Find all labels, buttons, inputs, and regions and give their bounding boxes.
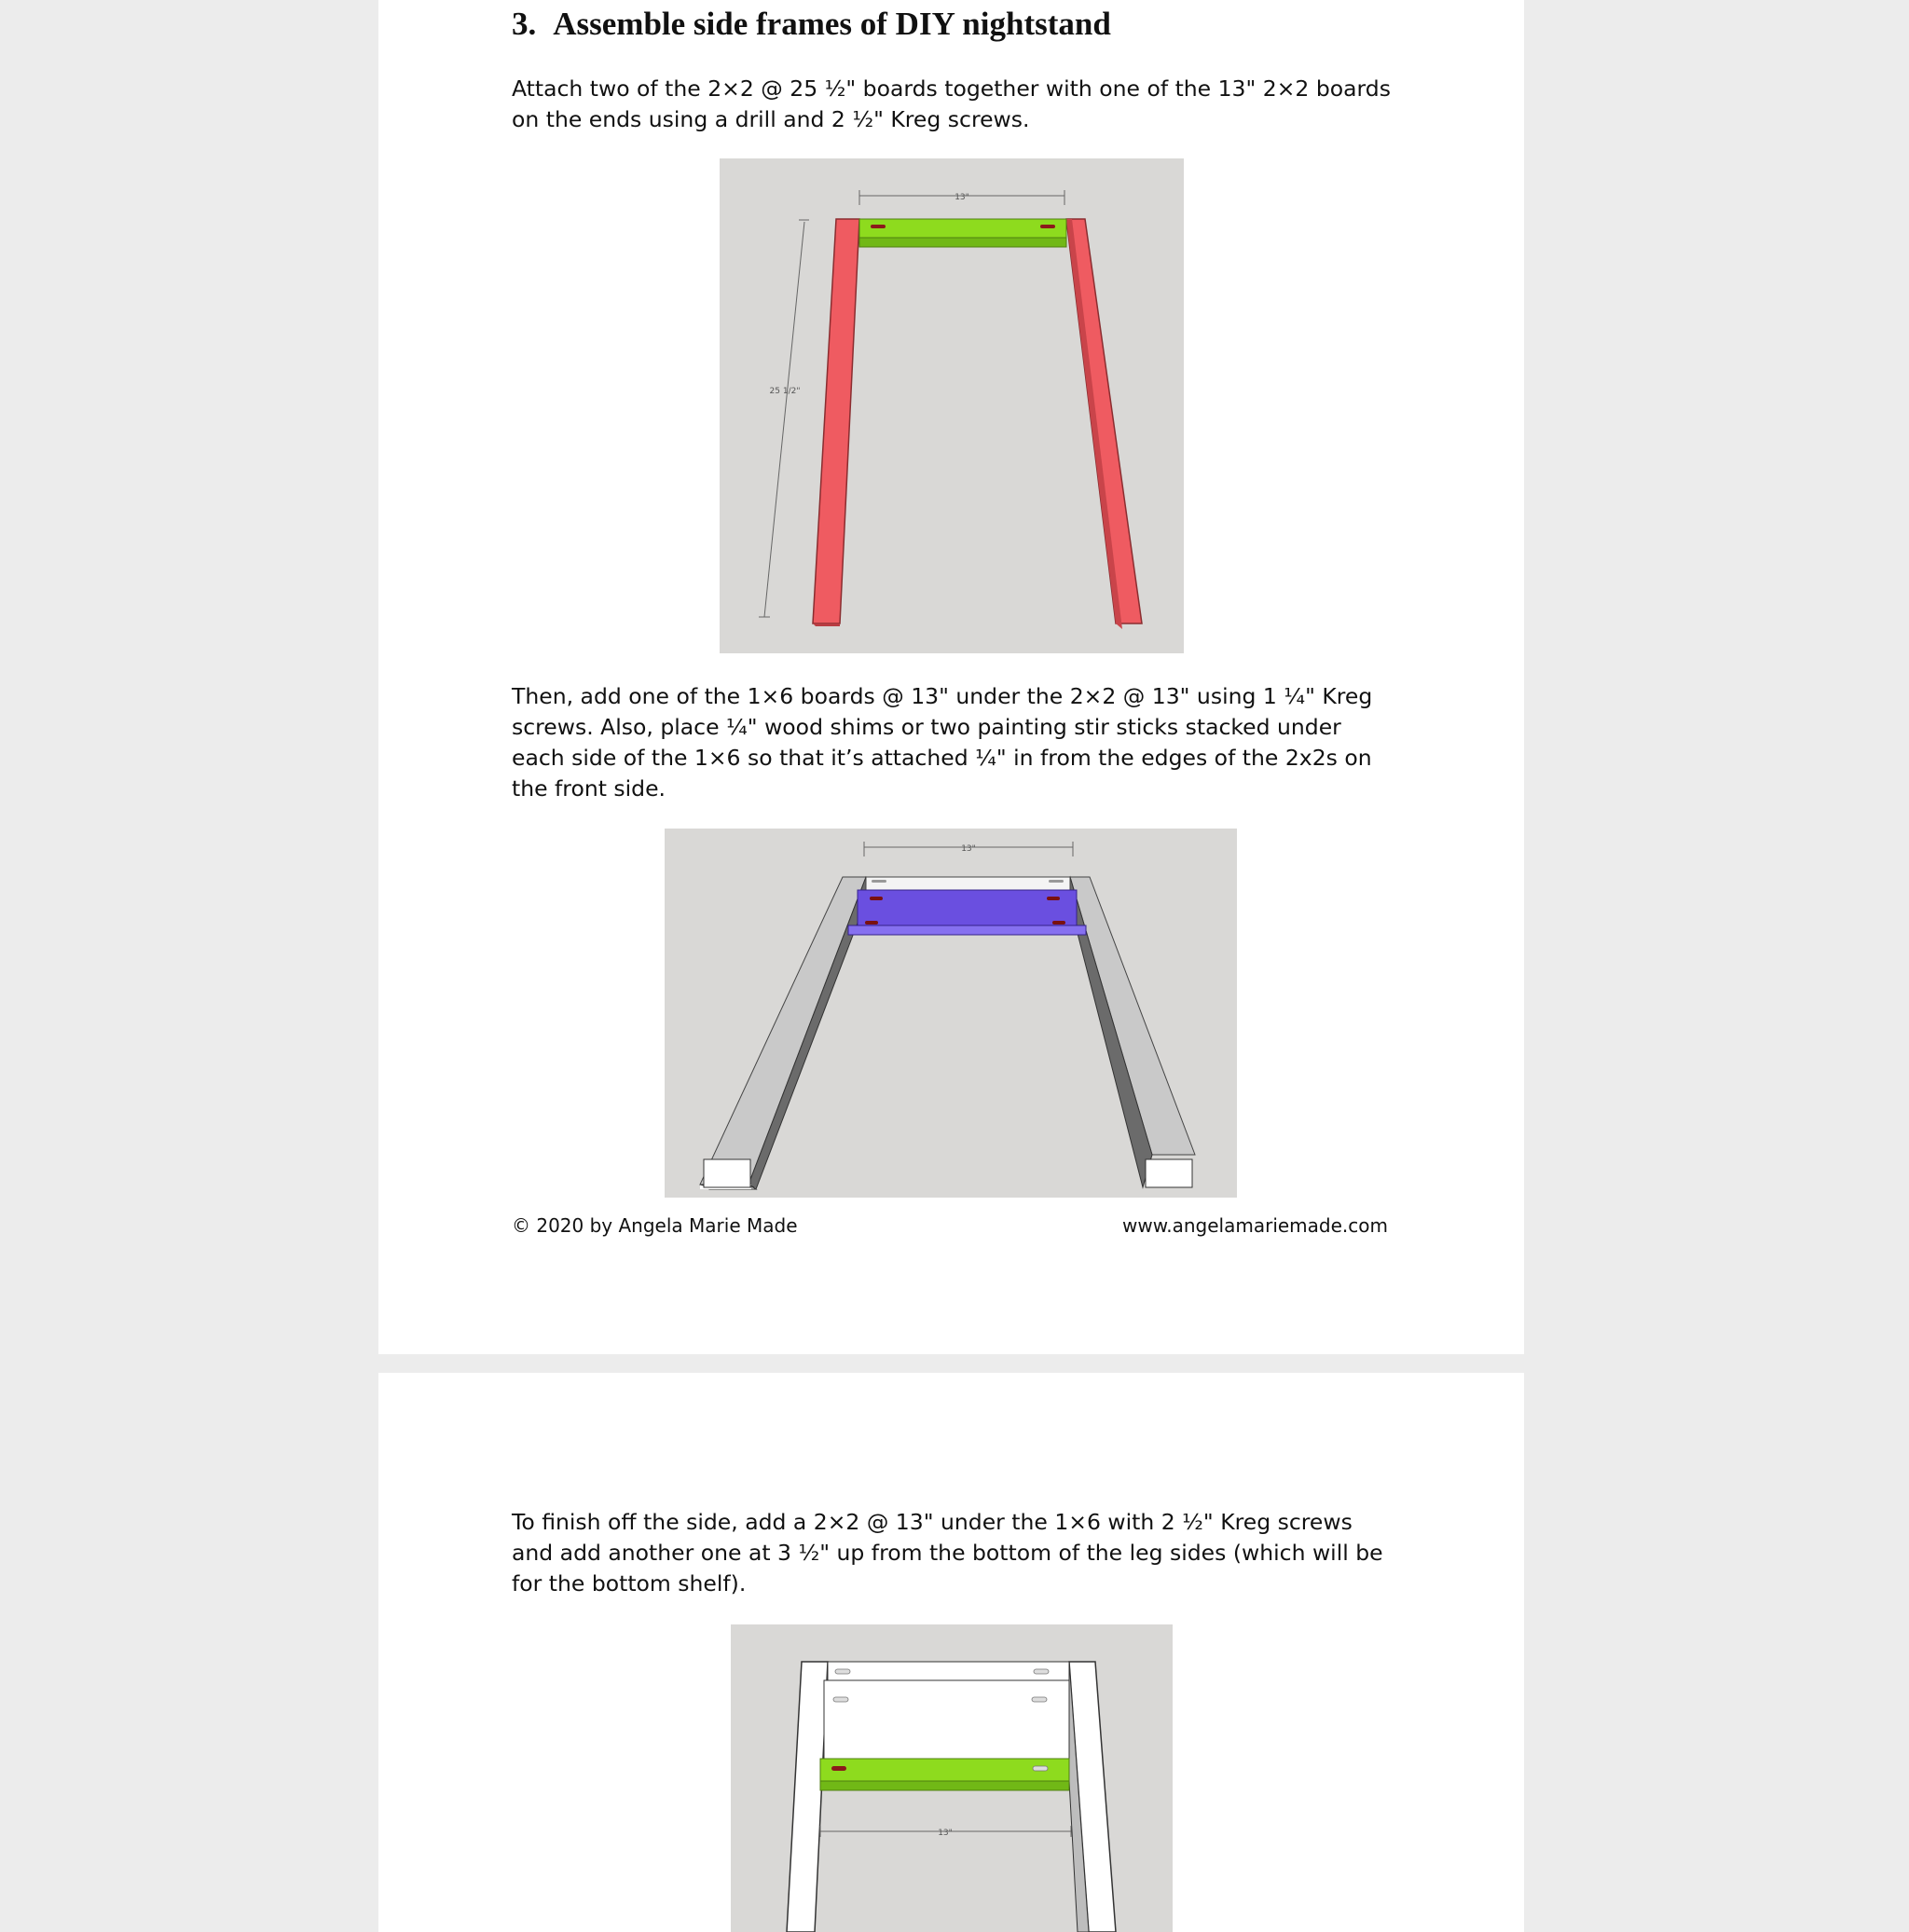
dimension-13-label: 13" [961, 844, 976, 854]
document-page-1 [378, 0, 1524, 1354]
step-title: Assemble side frames of DIY nightstand [553, 6, 1111, 42]
figure-side-legs-with-top-rail [720, 158, 1184, 653]
footer-website: www.angelamariemade.com [1122, 1214, 1388, 1237]
step-number: 3. [512, 6, 537, 42]
figure-3-drawing [731, 1624, 1173, 1932]
figure-side-frame-with-1x6 [665, 829, 1237, 1198]
instruction-paragraph-1: Attach two of the 2×2 @ 25 ½" boards together with one of the 13" 2×2 boards on the ends using a drill and 2 ½" Kreg screws. [512, 75, 1391, 132]
figure-1-drawing [720, 158, 1184, 653]
figure-2-drawing [665, 829, 1237, 1198]
dimension-25-half-label: 25 1/2" [769, 387, 801, 396]
instruction-paragraph-3: To finish off the side, add a 2×2 @ 13" under the 1×6 with 2 ½" Kreg screws and add another one at 3 ½" up from the bottom of the leg sides (which will be for the bottom shelf). [512, 1509, 1383, 1596]
figure-finished-side-frame [731, 1624, 1173, 1932]
document-page-2 [378, 1373, 1524, 1932]
step-heading [512, 6, 1111, 43]
dimension-13-label: 13" [954, 193, 969, 202]
dimension-13-label: 13" [938, 1829, 953, 1838]
instruction-paragraph-2: Then, add one of the 1×6 boards @ 13" under the 2×2 @ 13" using 1 ¼" Kreg screws. Also, place ¼" wood shims or two painting stir sticks stacked under each side of the 1×6 so that it’s attached ¼" in from the edges of the 2x2s on the front side. [512, 683, 1373, 802]
footer-copyright: © 2020 by Angela Marie Made [512, 1214, 798, 1237]
